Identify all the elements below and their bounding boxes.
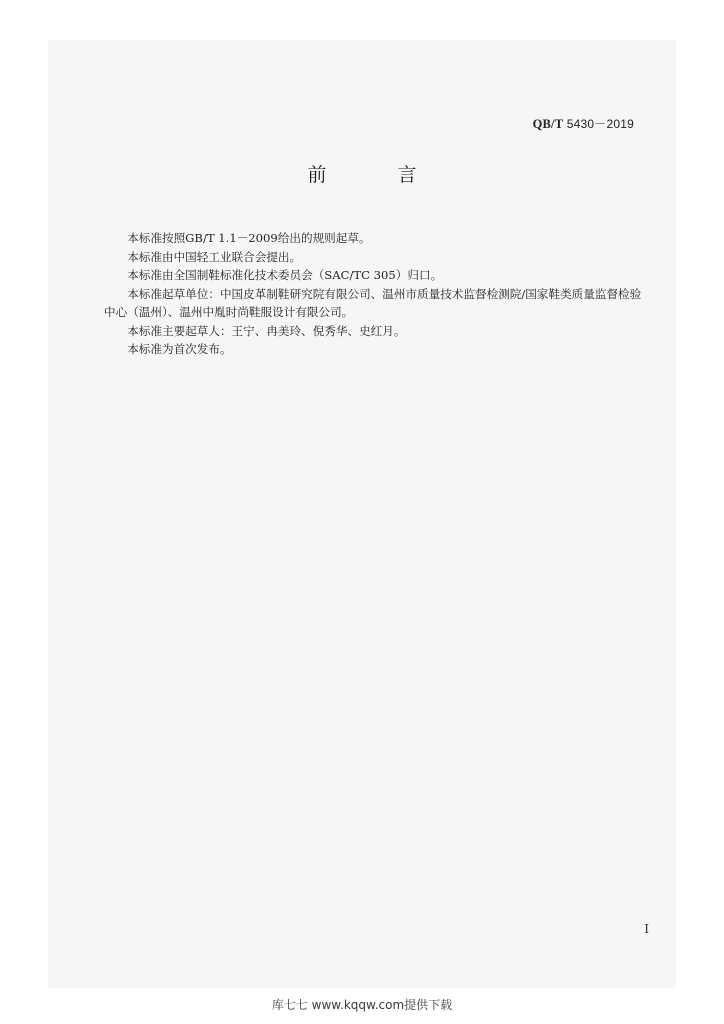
page-title: 前 言 [307,164,443,186]
paragraph-drafters: 本标准主要起草人：王宁、冉美玲、倪秀华、史红月。 [127,323,406,338]
page-number: I [644,922,649,936]
paragraph-first-release: 本标准为首次发布。 [127,342,232,356]
standard-code [533,115,634,132]
download-watermark: 库七七 www.kqqw.com提供下载 [271,998,453,1012]
paragraph-proposer: 本标准由中国轻工业联合会提出。 [127,249,302,264]
standard-prefix: QB/T [532,117,564,131]
paragraph-drafting-rules: 本标准按照GB/T 1.1－2009给出的规则起草。 [127,231,371,245]
paragraph-committee: 本标准由全国制鞋标准化技术委员会（SAC/TC 305）归口。 [127,268,443,282]
paragraph-drafting-units: 本标准起草单位：中国皮革制鞋研究院有限公司、温州市质量技术监督检测院/国家鞋类质量监督检验中心（温州）、温州中胤时尚鞋服设计有限公司。 [104,286,642,319]
foreword-body [104,229,649,359]
standard-number: 5430－2019 [566,117,634,131]
